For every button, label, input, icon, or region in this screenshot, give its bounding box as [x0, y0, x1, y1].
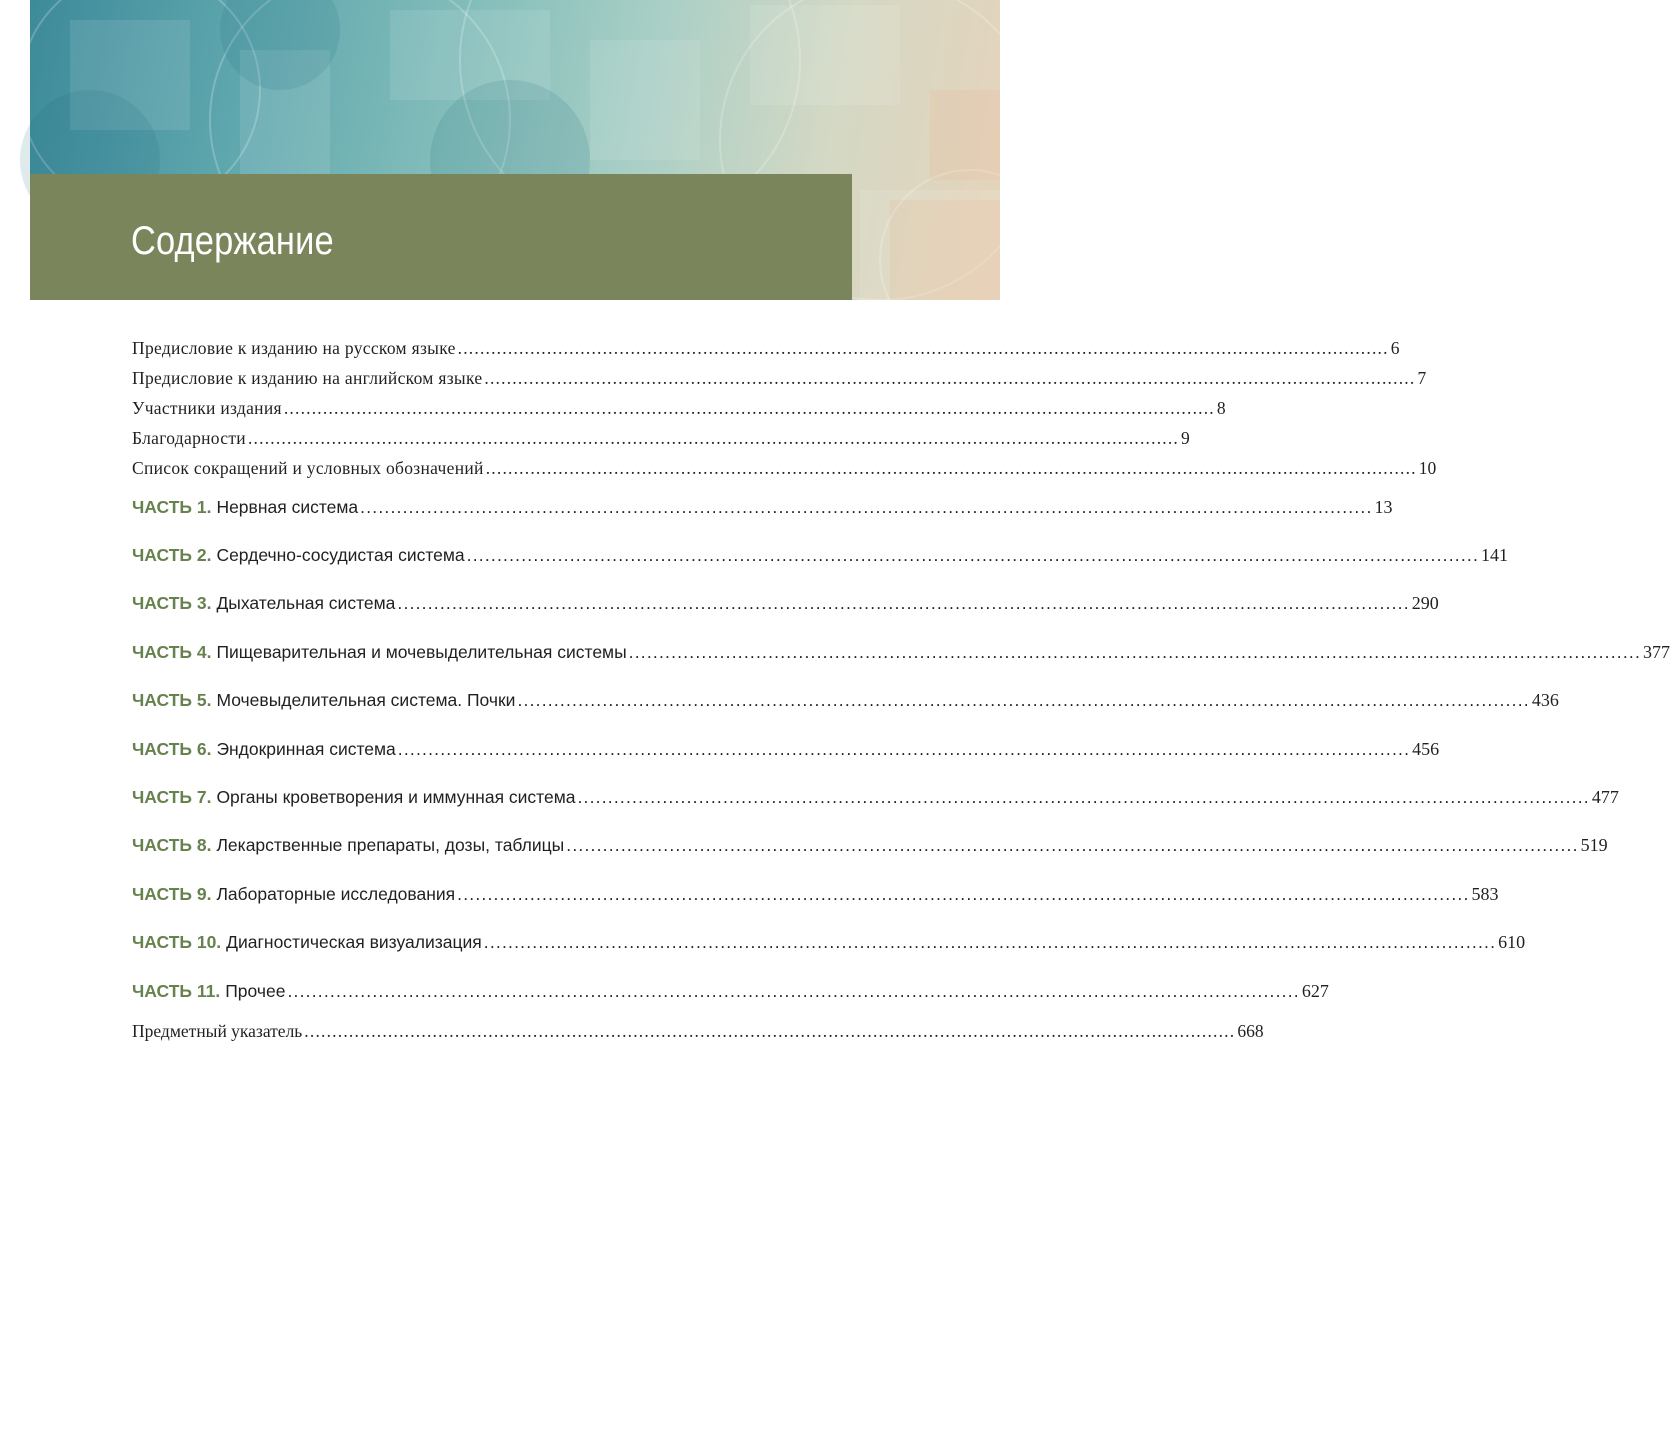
- toc-page-number: 436: [1531, 690, 1559, 711]
- part-number: ЧАСТЬ 9.: [132, 883, 212, 904]
- toc-page-number: 9: [1181, 428, 1190, 448]
- toc-entry-front[interactable]: [132, 333, 1400, 363]
- toc-page-number: 583: [1471, 883, 1499, 904]
- toc-entry-part[interactable]: [132, 521, 1509, 569]
- part-title: Органы кроветворения и иммунная система: [216, 786, 576, 807]
- toc-page-number: 477: [1591, 786, 1619, 807]
- toc-page-number: 668: [1237, 1020, 1264, 1041]
- toc-entry-part[interactable]: [132, 666, 1559, 714]
- toc-entry-part[interactable]: [132, 908, 1526, 956]
- part-number: ЧАСТЬ 8.: [132, 835, 212, 856]
- toc-entry-part[interactable]: [132, 860, 1499, 908]
- part-number: ЧАСТЬ 1.: [132, 497, 212, 517]
- part-number: ЧАСТЬ 2.: [132, 545, 212, 565]
- toc-entry-label: Предисловие к изданию на английском языке: [132, 368, 483, 388]
- part-title: Дыхательная система: [216, 593, 396, 614]
- toc-entry-front[interactable]: [132, 393, 1226, 423]
- part-number: ЧАСТЬ 4.: [132, 641, 212, 662]
- part-number: ЧАСТЬ 10.: [132, 932, 222, 953]
- part-title: Пищеварительная и мочевыделительная системы: [216, 641, 627, 662]
- toc-page-number: 377: [1643, 641, 1670, 662]
- toc-page-number: 290: [1411, 593, 1439, 614]
- part-title: Эндокринная система: [216, 738, 396, 759]
- part-number: ЧАСТЬ 7.: [132, 786, 212, 807]
- toc-entry-label: Список сокращений и условных обозначений: [132, 458, 484, 478]
- toc-entry-label: Участники издания: [132, 398, 282, 418]
- toc-page-number: 8: [1216, 398, 1226, 418]
- dot-leader: .......................................................................................................................................................................: [247, 428, 1179, 448]
- part-title: Сердечно-сосудистая система: [216, 545, 465, 565]
- part-title: Лабораторные исследования: [216, 883, 456, 904]
- part-number: ЧАСТЬ 3.: [132, 593, 212, 614]
- toc-entry-part[interactable]: [132, 715, 1440, 763]
- dot-leader: .......................................................................................................................................................................: [457, 338, 1389, 358]
- toc-entry-label: Предисловие к изданию на русском языке: [132, 338, 456, 358]
- part-title: Диагностическая визуализация: [226, 932, 482, 953]
- toc-page-number: 627: [1301, 980, 1329, 1001]
- dot-leader: .......................................................................................................................................................................: [397, 593, 1410, 614]
- dot-leader: .......................................................................................................................................................................: [483, 932, 1497, 953]
- dot-leader: .......................................................................................................................................................................: [360, 497, 1373, 517]
- dot-leader: .......................................................................................................................................................................: [484, 368, 1416, 388]
- toc-page-number: 519: [1580, 835, 1608, 856]
- toc-entry-part[interactable]: [132, 957, 1329, 1005]
- dot-leader: .......................................................................................................................................................................: [628, 641, 1642, 662]
- toc-entry-index[interactable]: [132, 1005, 1264, 1045]
- toc-entry-label: Благодарности: [132, 428, 246, 448]
- toc-page-number: 141: [1481, 545, 1509, 565]
- toc-entry-part[interactable]: [132, 763, 1619, 811]
- table-of-contents: [132, 333, 1670, 1045]
- dot-leader: .......................................................................................................................................................................: [517, 690, 1530, 711]
- dot-leader: .......................................................................................................................................................................: [485, 458, 1417, 478]
- dot-leader: .......................................................................................................................................................................: [304, 1020, 1236, 1041]
- toc-entry-front[interactable]: [132, 423, 1190, 453]
- dot-leader: .......................................................................................................................................................................: [466, 545, 1480, 565]
- toc-entry-part[interactable]: [132, 618, 1670, 666]
- part-title: Лекарственные препараты, дозы, таблицы: [216, 835, 565, 856]
- toc-entry-part[interactable]: [132, 811, 1608, 859]
- part-number: ЧАСТЬ 11.: [132, 980, 221, 1001]
- dot-leader: .......................................................................................................................................................................: [283, 398, 1215, 418]
- dot-leader: .......................................................................................................................................................................: [457, 883, 1470, 904]
- dot-leader: .......................................................................................................................................................................: [397, 738, 1411, 759]
- toc-entry-part[interactable]: [132, 569, 1439, 617]
- toc-entry-label: Предметный указатель: [132, 1020, 303, 1041]
- part-title: Прочее: [225, 980, 286, 1001]
- part-number: ЧАСТЬ 5.: [132, 690, 212, 711]
- part-number: ЧАСТЬ 6.: [132, 738, 212, 759]
- toc-page-number: 610: [1498, 932, 1526, 953]
- toc-page-number: 7: [1417, 368, 1427, 388]
- part-title: Мочевыделительная система. Почки: [216, 690, 516, 711]
- toc-page-number: 10: [1418, 458, 1437, 478]
- toc-entry-front[interactable]: [132, 363, 1427, 393]
- dot-leader: .......................................................................................................................................................................: [566, 835, 1579, 856]
- part-title: Нервная система: [216, 497, 359, 517]
- toc-entry-part[interactable]: [132, 483, 1393, 521]
- toc-entry-front[interactable]: [132, 453, 1437, 483]
- toc-page-number: 6: [1390, 338, 1400, 358]
- toc-page-number: 13: [1374, 497, 1393, 517]
- dot-leader: .......................................................................................................................................................................: [287, 980, 1300, 1001]
- toc-page-number: 456: [1412, 738, 1440, 759]
- dot-leader: .......................................................................................................................................................................: [577, 786, 1590, 807]
- page-title: Содержание: [131, 219, 334, 263]
